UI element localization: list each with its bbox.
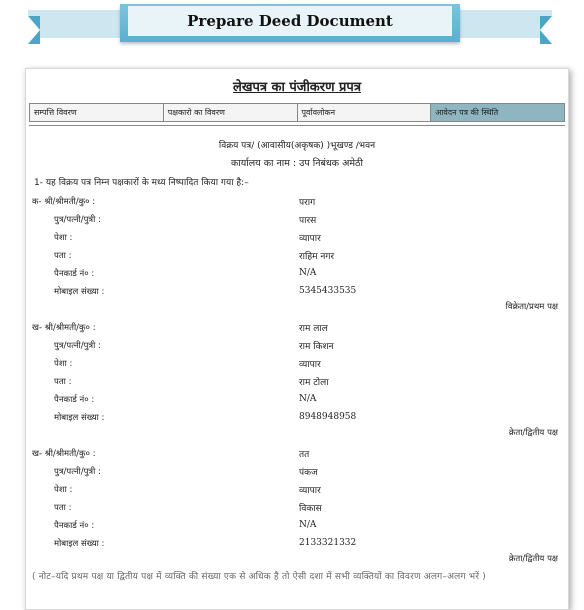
ribbon-inner: [128, 6, 452, 36]
address-value: राम टोला: [299, 377, 329, 388]
office-name: कार्यालय का नाम : उप निबंधक अमेठी: [231, 158, 363, 169]
pan-value: N/A: [299, 520, 317, 530]
relation-label: पुत्र/पत्नी/पुत्री :: [54, 340, 101, 351]
name-label: ख- श्री/श्रीमती/कु० :: [32, 448, 96, 459]
name-label: क- श्री/श्रीमती/कु० :: [32, 196, 96, 207]
party-role: क्रेता/द्वितीय पक्ष: [508, 428, 558, 438]
tab-property-details[interactable]: सम्पत्ति विवरण: [30, 104, 164, 121]
instruction-note: ( नोट–यदि प्रथम पक्ष या द्वितीय पक्ष में व्यक्ति की संख्या एक से अधिक है तो ऐसी दशा में सभी व्यक्तियों का विवरण अलग–अलग भरें ): [32, 572, 486, 582]
party-name: राम लाल: [299, 323, 328, 334]
pan-label: पैनकार्ड नं० :: [54, 394, 95, 405]
occupation-label: पेशा :: [54, 232, 73, 243]
occupation-value: व्यापार: [299, 359, 321, 370]
address-value: विकास: [299, 503, 322, 514]
party-row: [32, 246, 568, 264]
address-label: पता :: [54, 376, 72, 387]
occupation-label: पेशा :: [54, 358, 73, 369]
form-title: लेखपत्र का पंजीकरण प्रपत्र: [233, 80, 361, 95]
tab-preview[interactable]: पूर्वावलोकन: [298, 104, 432, 121]
party-row: [32, 264, 568, 282]
party-section: [32, 444, 568, 566]
ribbon-tail-left: [28, 16, 40, 44]
relation-label: पुत्र/पत्नी/पुत्री :: [54, 466, 101, 477]
party-row: [32, 282, 568, 300]
party-role: विक्रेता/प्रथम पक्ष: [505, 302, 558, 312]
party-row: [32, 336, 568, 354]
party-row: [32, 228, 568, 246]
party-row: [32, 462, 568, 480]
party-row: [32, 516, 568, 534]
mobile-label: मोबाइल संख्या :: [54, 538, 105, 549]
party-row: [32, 192, 568, 210]
relation-label: पुत्र/पत्नी/पुत्री :: [54, 214, 101, 225]
pan-label: पैनकार्ड नं० :: [54, 520, 95, 531]
occupation-label: पेशा :: [54, 484, 73, 495]
mobile-value: 8948948958: [299, 412, 357, 422]
intro-text: 1- यह विक्रय पत्र निम्न पक्षकारों के मध्य निष्पादित किया गया है:–: [34, 178, 249, 188]
party-name: पराग: [299, 197, 316, 208]
address-value: राहिम नगर: [299, 251, 335, 262]
party-row: [32, 480, 568, 498]
party-row: [32, 444, 568, 462]
occupation-value: व्यापार: [299, 233, 321, 244]
mobile-value: 2133321332: [299, 538, 357, 548]
party-row: [32, 408, 568, 426]
pan-value: N/A: [299, 394, 317, 404]
registration-form-panel: [25, 68, 569, 610]
party-section: [32, 318, 568, 440]
party-section: [32, 192, 568, 314]
tabs-divider: [29, 122, 565, 126]
deed-type-header: विक्रय पत्र/ (आवासीय(अकृषक) )भूखण्ड /भवन: [218, 141, 376, 151]
mobile-label: मोबाइल संख्या :: [54, 286, 105, 297]
address-label: पता :: [54, 250, 72, 261]
ribbon-tail-right: [540, 16, 552, 44]
pan-label: पैनकार्ड नं० :: [54, 268, 95, 279]
name-label: ख- श्री/श्रीमती/कु० :: [32, 322, 96, 333]
relation-value: राम किशन: [299, 341, 334, 352]
party-row: [32, 354, 568, 372]
party-role: क्रेता/द्वितीय पक्ष: [508, 554, 558, 564]
occupation-value: व्यापार: [299, 485, 321, 496]
mobile-value: 5345433535: [299, 286, 357, 296]
tab-application-status[interactable]: आवेदन पत्र की स्थिति: [431, 104, 564, 121]
pan-value: N/A: [299, 268, 317, 278]
party-name: तत: [299, 449, 310, 460]
party-row: [32, 498, 568, 516]
address-label: पता :: [54, 502, 72, 513]
title-ribbon: [28, 2, 552, 48]
party-row: [32, 372, 568, 390]
form-tabs: [29, 103, 565, 122]
party-row: [32, 534, 568, 552]
tab-party-details[interactable]: पक्षकारो का विवरण: [164, 104, 298, 121]
mobile-label: मोबाइल संख्या :: [54, 412, 105, 423]
party-row: [32, 390, 568, 408]
relation-value: पंकज: [299, 467, 318, 478]
party-row: [32, 318, 568, 336]
relation-value: पारस: [299, 215, 317, 226]
page-title: Prepare Deed Document: [187, 12, 393, 30]
party-row: [32, 210, 568, 228]
